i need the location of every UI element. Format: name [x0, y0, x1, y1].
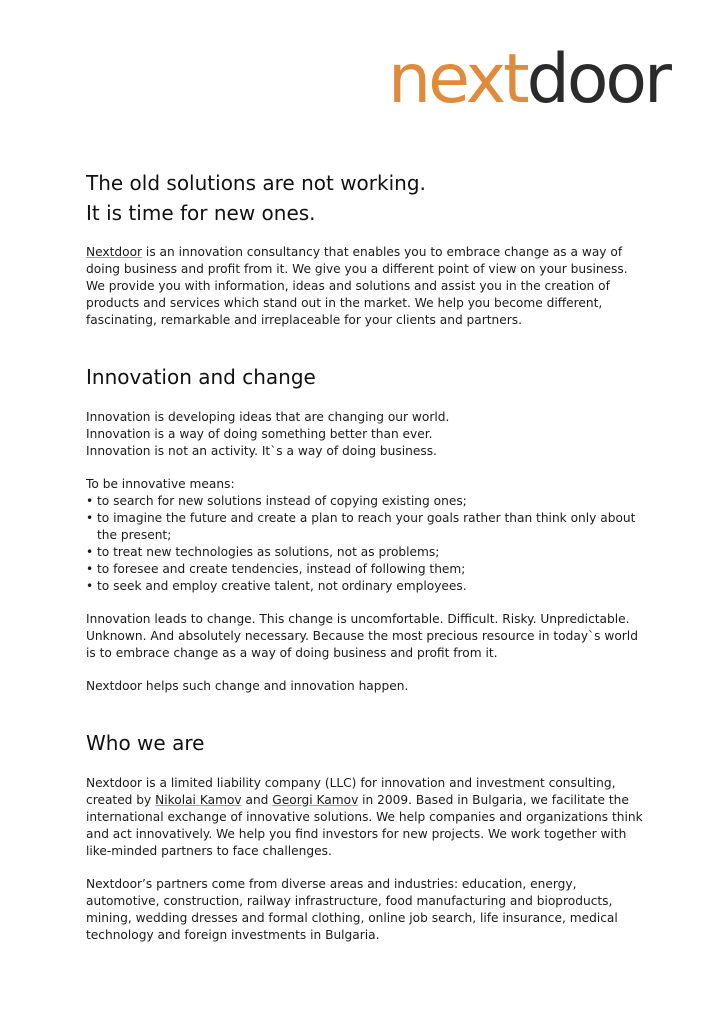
heading-who-we-are: Who we are — [86, 731, 205, 755]
main-content — [86, 168, 646, 960]
headline — [86, 168, 646, 228]
who-text-c: in 2009. Based in Bulgaria, we facilitate the international exchange of innovative solutions. We help companies and organizations think and act innovatively. We help you find investors for new projects. We work together with like-minded partners to face challenges. — [86, 793, 643, 858]
list-item: • to foresee and create tendencies, instead of following them; — [86, 561, 646, 578]
closing-paragraph: Nextdoor helps such change and innovation happen. — [86, 679, 409, 693]
innovative-means-list — [86, 493, 646, 595]
heading-innovation: Innovation and change — [86, 365, 316, 389]
innovation-line: Innovation is not an activity. It`s a way of doing business. — [86, 444, 437, 458]
intro-paragraph — [86, 244, 646, 329]
innovation-line: Innovation is a way of doing something better than ever. — [86, 427, 433, 441]
who-paragraph-2: Nextdoor’s partners come from diverse areas and industries: education, energy, automotive, construction, railway infrastructure, food manufacturing and bioproducts, mining, wedding dresses and formal clothing, online job search, life insurance, medical technology and foreign investments in Bulgaria. — [86, 877, 618, 942]
georgi-kamov-link[interactable]: Georgi Kamov — [272, 793, 359, 807]
who-text-b: and — [241, 793, 273, 807]
who-text-a: Nextdoor is a limited liability company (LLC) for innovation and investment consulting, created by — [86, 776, 616, 807]
innovative-means-label: To be innovative means: — [86, 477, 235, 491]
nikolai-kamov-link[interactable]: Nikolai Kamov — [155, 793, 242, 807]
innovation-line: Innovation is developing ideas that are changing our world. — [86, 410, 450, 424]
who-paragraph-1 — [86, 775, 646, 860]
logo-next: next — [388, 40, 527, 119]
headline-line-1: The old solutions are not working. — [86, 171, 426, 195]
nextdoor-logo — [388, 40, 669, 119]
change-paragraph: Innovation leads to change. This change is uncomfortable. Difficult. Risky. Unpredictable. Unknown. And absolutely necessary. Because the most precious resource in today`s world is to embrace change as a way of doing business and profit from it. — [86, 612, 638, 660]
list-item: • to seek and employ creative talent, not ordinary employees. — [86, 578, 646, 595]
nextdoor-link[interactable]: Nextdoor — [86, 245, 143, 259]
list-item: • to imagine the future and create a plan to reach your goals rather than think only about the present; — [86, 510, 646, 544]
headline-line-2: It is time for new ones. — [86, 201, 316, 225]
logo-door: door — [526, 40, 669, 119]
innovation-definitions — [86, 409, 646, 460]
list-item: • to search for new solutions instead of copying existing ones; — [86, 493, 646, 510]
list-item: • to treat new technologies as solutions, not as problems; — [86, 544, 646, 561]
intro-text: is an innovation consultancy that enables you to embrace change as a way of doing business and profit from it. We give you a different point of view on your business. We provide you with information, ideas and solutions and assist you in the creation of products and services which stand out in the market. We help you become different, fascinating, remarkable and irreplaceable for your clients and partners. — [86, 245, 628, 327]
